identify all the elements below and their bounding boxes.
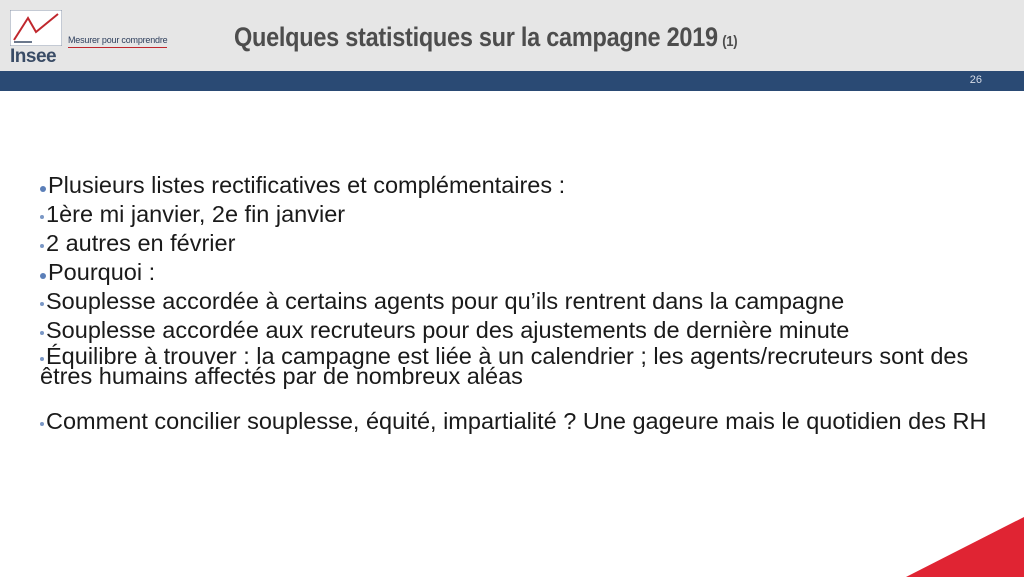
bullet-text: Plusieurs listes rectificatives et complémentaires : xyxy=(48,172,566,198)
bullet-dot-icon xyxy=(40,357,44,361)
bullet-item xyxy=(40,343,990,389)
bullet-text: Équilibre à trouver : la campagne est liée à un calendrier ; les agents/recruteurs sont des êtres humains affectés par de nombreux aléas xyxy=(40,343,969,389)
slide-title-text: Quelques statistiques sur la campagne 2019 xyxy=(234,22,718,52)
logo-tagline: Mesurer pour comprendre xyxy=(68,35,167,48)
bullet-text: Souplesse accordée à certains agents pour qu’ils rentrent dans la campagne xyxy=(46,288,845,314)
slide-body xyxy=(40,172,990,434)
logo-name: Insee xyxy=(10,46,57,67)
page-number: 26 xyxy=(969,74,982,86)
bullet-dot-icon xyxy=(40,273,46,279)
bullet-item xyxy=(40,259,990,285)
slide-title-note: (1) xyxy=(722,33,738,50)
bullet-dot-icon xyxy=(40,302,44,306)
bullet-item xyxy=(40,408,990,434)
bullet-dot-icon xyxy=(40,244,44,248)
bullet-dot-icon xyxy=(40,331,44,335)
bullet-item xyxy=(40,172,990,198)
corner-triangle-icon xyxy=(906,517,1024,577)
bullet-text: Pourquoi : xyxy=(48,259,156,285)
bullet-text: Comment concilier souplesse, équité, impartialité ? Une gageure mais le quotidien des RH xyxy=(46,408,987,434)
bullet-item xyxy=(40,230,990,256)
bullet-text: Souplesse accordée aux recruteurs pour des ajustements de dernière minute xyxy=(46,317,850,343)
bullet-dot-icon xyxy=(40,215,44,219)
bullet-text: 1ère mi janvier, 2e fin janvier xyxy=(46,201,346,227)
bullet-item xyxy=(40,317,990,343)
bullet-text: 2 autres en février xyxy=(46,230,236,256)
bullet-dot-icon xyxy=(40,186,46,192)
slide-title xyxy=(234,22,737,53)
insee-logo xyxy=(8,8,168,66)
header-bar xyxy=(0,71,1024,91)
insee-logo-mark-icon xyxy=(10,10,62,46)
slide-header xyxy=(0,0,1024,71)
bullet-item xyxy=(40,288,990,314)
bullet-dot-icon xyxy=(40,422,44,426)
bullet-item xyxy=(40,201,990,227)
